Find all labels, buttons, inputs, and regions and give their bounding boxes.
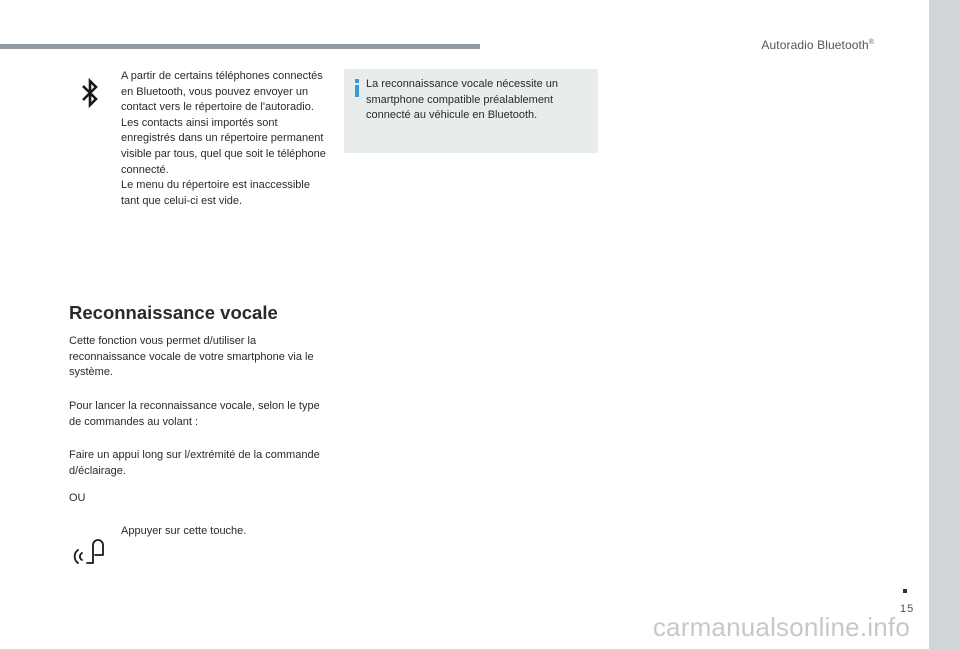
header-title: Autoradio Bluetooth® — [761, 38, 874, 52]
voice-button-text: Appuyer sur cette touche. — [121, 525, 247, 537]
page-number: 15 — [900, 603, 915, 615]
section-para-long-press: Faire un appui long sur l/extrémité de la commande d/éclairage. — [69, 449, 320, 477]
section-para-intro: Cette fonction vous permet d/utiliser la reconnaissance vocale de votre smartphone via le système. — [69, 335, 314, 379]
bluetooth-note-para-1: A partir de certains téléphones connectés en Bluetooth, vous pouvez envoyer un contact vers le répertoire de l'autoradio. — [121, 70, 323, 114]
side-strip — [929, 0, 960, 649]
voice-command-icon — [73, 533, 107, 567]
bluetooth-icon — [80, 76, 100, 110]
info-icon — [353, 79, 361, 97]
info-text: La reconnaissance vocale nécessite un smartphone compatible préalablement connecté au véhicule en Bluetooth. — [366, 78, 559, 122]
bluetooth-note-para-2: Les contacts ainsi importés sont enregistrés dans un répertoire permanent visible par tous, quel que soit le téléphone connecté. — [121, 116, 326, 176]
bluetooth-note — [121, 69, 326, 209]
section-title: Reconnaissance vocale — [69, 302, 278, 323]
section-para-or: OU — [69, 492, 86, 504]
bluetooth-note-para-3: Le menu du répertoire est inaccessible tant que celui-ci est vide. — [121, 179, 310, 207]
page-marker — [903, 589, 907, 593]
section-para-launch: Pour lancer la reconnaissance vocale, selon le type de commandes au volant : — [69, 400, 320, 428]
watermark: carmanualsonline.info — [652, 612, 910, 642]
info-box — [344, 69, 598, 153]
header-bar — [0, 44, 480, 49]
